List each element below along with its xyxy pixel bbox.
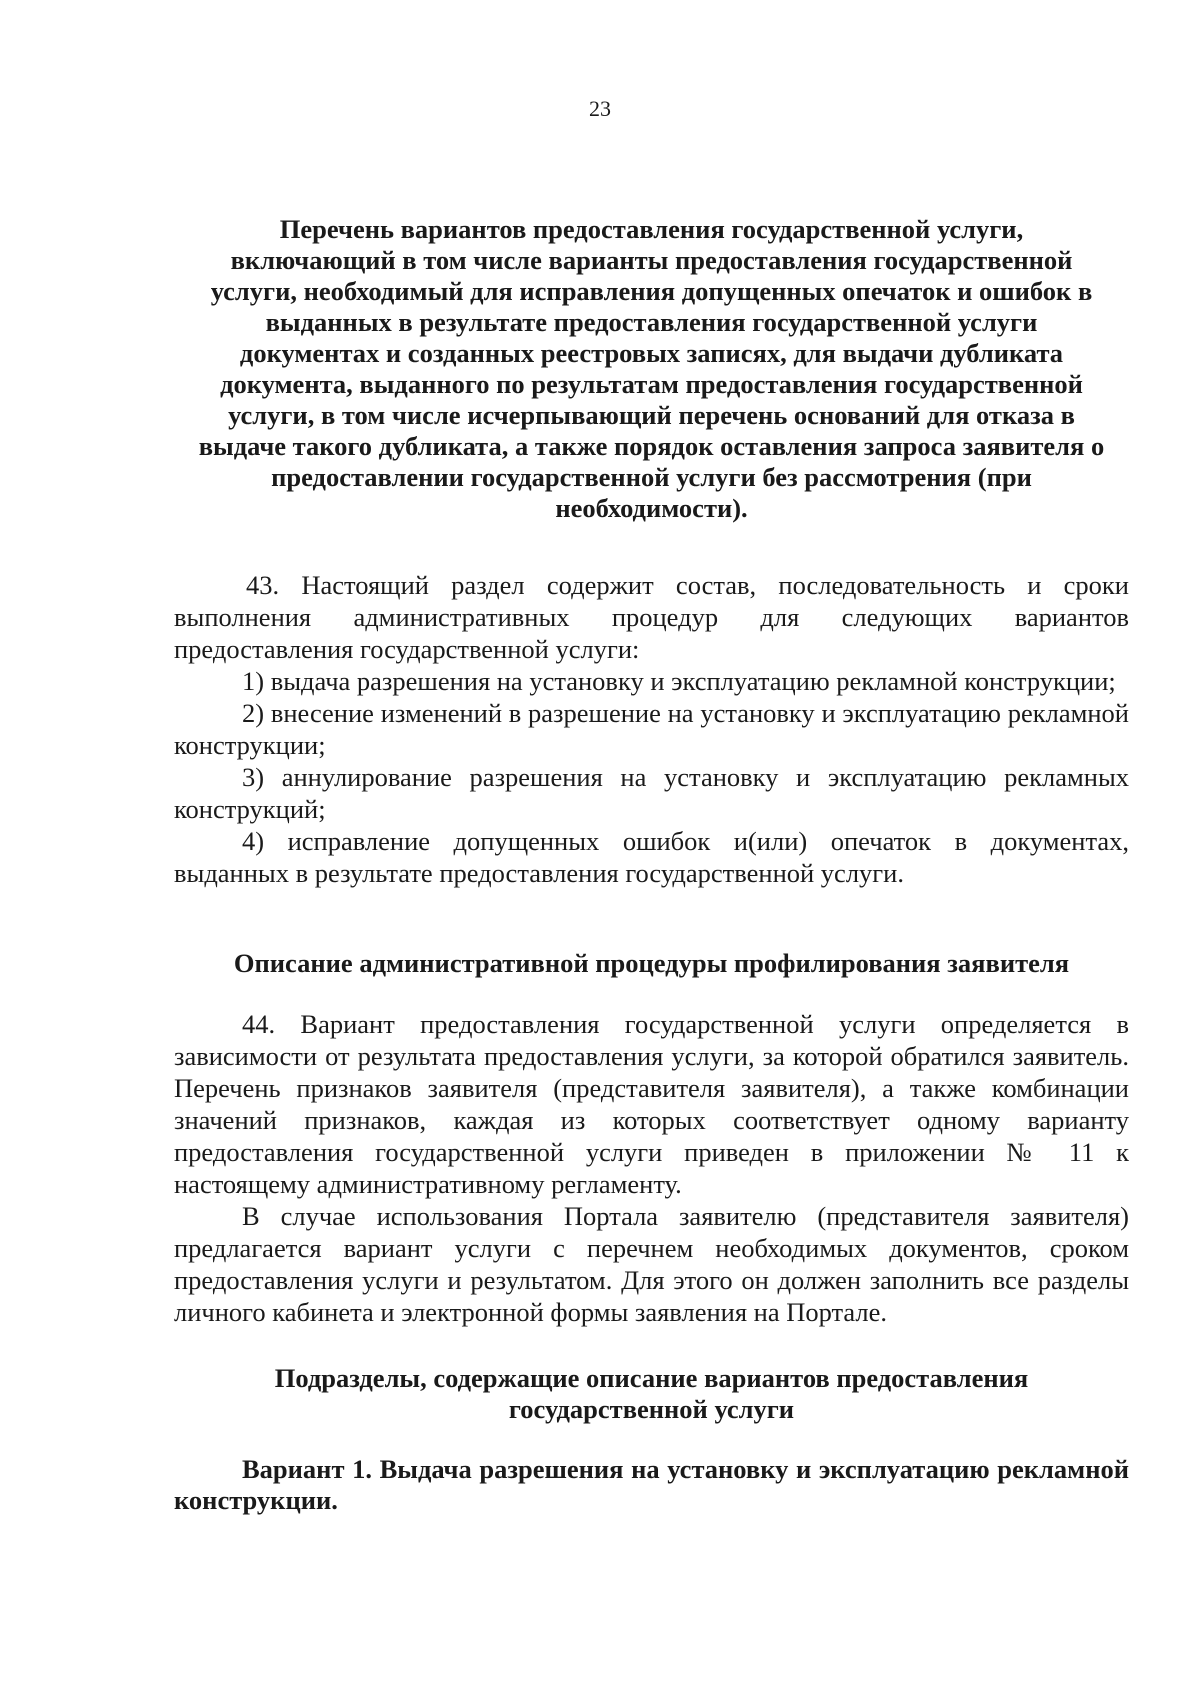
section-43 (174, 569, 1129, 889)
page-number: 23 (589, 96, 611, 121)
main-heading-line: предоставлении государственной услуги без рассмотрения (при (271, 462, 1032, 492)
section-44-paragraph: В случае использования Портала заявителю (представителя заявителя) предлагается вариант услуги с перечнем необходимых документов, сроком предоставления услуги и результатом. Для этого он должен заполнить все разделы личного кабинета и электронной формы заявления на Портале. (174, 1201, 1129, 1327)
main-heading-line: необходимости). (555, 493, 748, 523)
main-heading-line: услуги, в том числе исчерпывающий перечень оснований для отказа в (228, 400, 1075, 430)
main-heading-line: Перечень вариантов предоставления государственной услуги, (279, 214, 1024, 244)
main-heading-line: документа, выданного по результатам предоставления государственной (220, 369, 1083, 399)
section-44-paragraph: 44. Вариант предоставления государственной услуги определяется в зависимости от результата предоставления услуги, за которой обратился заявитель. Перечень признаков заявителя (представителя заявителя), а также комбинации значений признаков, каждая из которых соответствует одному варианту предоставления государственной услуги приведен в приложении № 11 к настоящему административному регламенту. (174, 1009, 1129, 1199)
main-heading-line: выдаче такого дубликата, а также порядок оставления запроса заявителя о (198, 431, 1105, 461)
main-heading (174, 214, 1129, 524)
list-item: 4) исправление допущенных ошибок и(или) опечаток в документах, выданных в результате предоставления государственной услуги. (174, 826, 1129, 888)
variant-1-title: Вариант 1. Выдача разрешения на установку и эксплуатацию рекламной конструкции. (174, 1454, 1129, 1515)
section-44 (174, 1008, 1129, 1328)
main-heading-line: услуги, необходимый для исправления допущенных опечаток и ошибок в (210, 276, 1093, 306)
list-item: 1) выдача разрешения на установку и эксплуатацию рекламной конструкции; (242, 666, 1116, 696)
main-heading-line: включающий в том числе варианты предоставления государственной (230, 245, 1073, 275)
list-item: 2) внесение изменений в разрешение на установку и эксплуатацию рекламной конструкции; (174, 698, 1129, 760)
subsections-heading-line: Подразделы, содержащие описание вариантов предоставления (274, 1363, 1029, 1393)
subsections-heading-line: государственной услуги (508, 1394, 795, 1424)
profile-heading: Описание административной процедуры профилирования заявителя (233, 948, 1070, 978)
main-heading-line: документах и созданных реестровых записях, для выдачи дубликата (239, 338, 1064, 368)
section-43-intro: 43. Настоящий раздел содержит состав, последовательность и сроки выполнения административных процедур для следующих вариантов предоставления государственной услуги: (174, 570, 1129, 664)
subsections-heading (174, 1363, 1129, 1425)
list-item: 3) аннулирование разрешения на установку и эксплуатацию рекламных конструкций; (174, 762, 1129, 824)
main-heading-line: выданных в результате предоставления государственной услуги (265, 307, 1038, 337)
